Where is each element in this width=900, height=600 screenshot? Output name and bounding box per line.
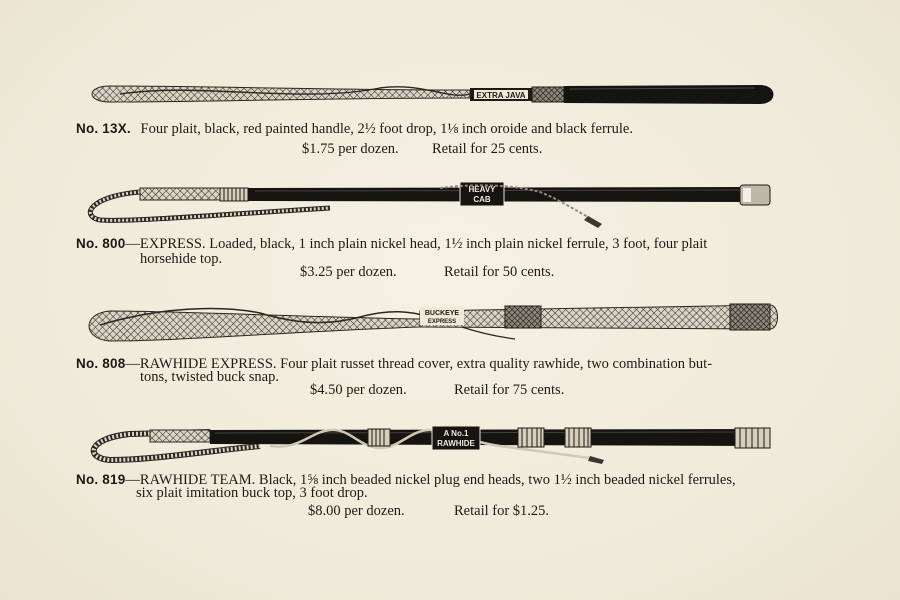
item-819-continuation: six plait imitation buck top, 3 foot drop. <box>136 485 368 501</box>
whip-808-label-1: BUCKEYE <box>424 310 460 317</box>
item-800-description <box>76 236 806 252</box>
whip-800-label-1: HEAVY <box>468 185 496 194</box>
item-808-number: No. 808 <box>76 356 126 371</box>
whip-819-icon <box>0 420 900 470</box>
item-808-continuation: tons, twisted buck snap. <box>140 369 279 385</box>
item-800-retail: Retail for 50 cents. <box>444 264 555 280</box>
item-819-price-dozen: $8.00 per dozen. <box>308 503 405 519</box>
whip-808-icon <box>0 295 900 353</box>
whip-800-icon <box>0 180 900 240</box>
item-808-text: —RAWHIDE EXPRESS. Four plait russet thread cover, extra quality rawhide, two combination but- <box>125 356 713 372</box>
item-808-price-dozen: $4.50 per dozen. <box>310 382 407 398</box>
item-13x-price-dozen: $1.75 per dozen. <box>302 141 399 157</box>
item-800-price-dozen: $3.25 per dozen. <box>300 264 397 280</box>
item-819-text: —RAWHIDE TEAM. Black, 1⅝ inch beaded nickel plug end heads, two 1½ inch beaded nickel ferrules, <box>125 472 736 488</box>
whip-808-label-2: EXPRESS <box>427 319 457 325</box>
item-13x-description <box>76 121 806 137</box>
whip-800-label-2: CAB <box>473 195 491 204</box>
item-13x-text: Four plait, black, red painted handle, 2½ foot drop, 1⅛ inch oroide and black ferrule. <box>140 121 633 137</box>
item-13x-retail: Retail for 25 cents. <box>432 141 543 157</box>
item-808-retail: Retail for 75 cents. <box>454 382 565 398</box>
item-800-text: —EXPRESS. Loaded, black, 1 inch plain nickel head, 1½ inch plain nickel ferrule, 3 foot, four plait <box>125 236 708 252</box>
item-800-number: No. 800 <box>76 236 126 251</box>
whip-819-label-1: A No.1 <box>443 429 469 438</box>
item-819-number: No. 819 <box>76 472 126 487</box>
whip-13x-icon <box>0 70 900 120</box>
whip-13x-label: EXTRA JAVA <box>476 91 526 100</box>
whip-819-label-2: RAWHIDE <box>437 439 475 448</box>
item-800-continuation: horsehide top. <box>140 251 223 267</box>
item-13x-number: No. 13X. <box>76 121 131 136</box>
item-819-retail: Retail for $1.25. <box>454 503 550 519</box>
